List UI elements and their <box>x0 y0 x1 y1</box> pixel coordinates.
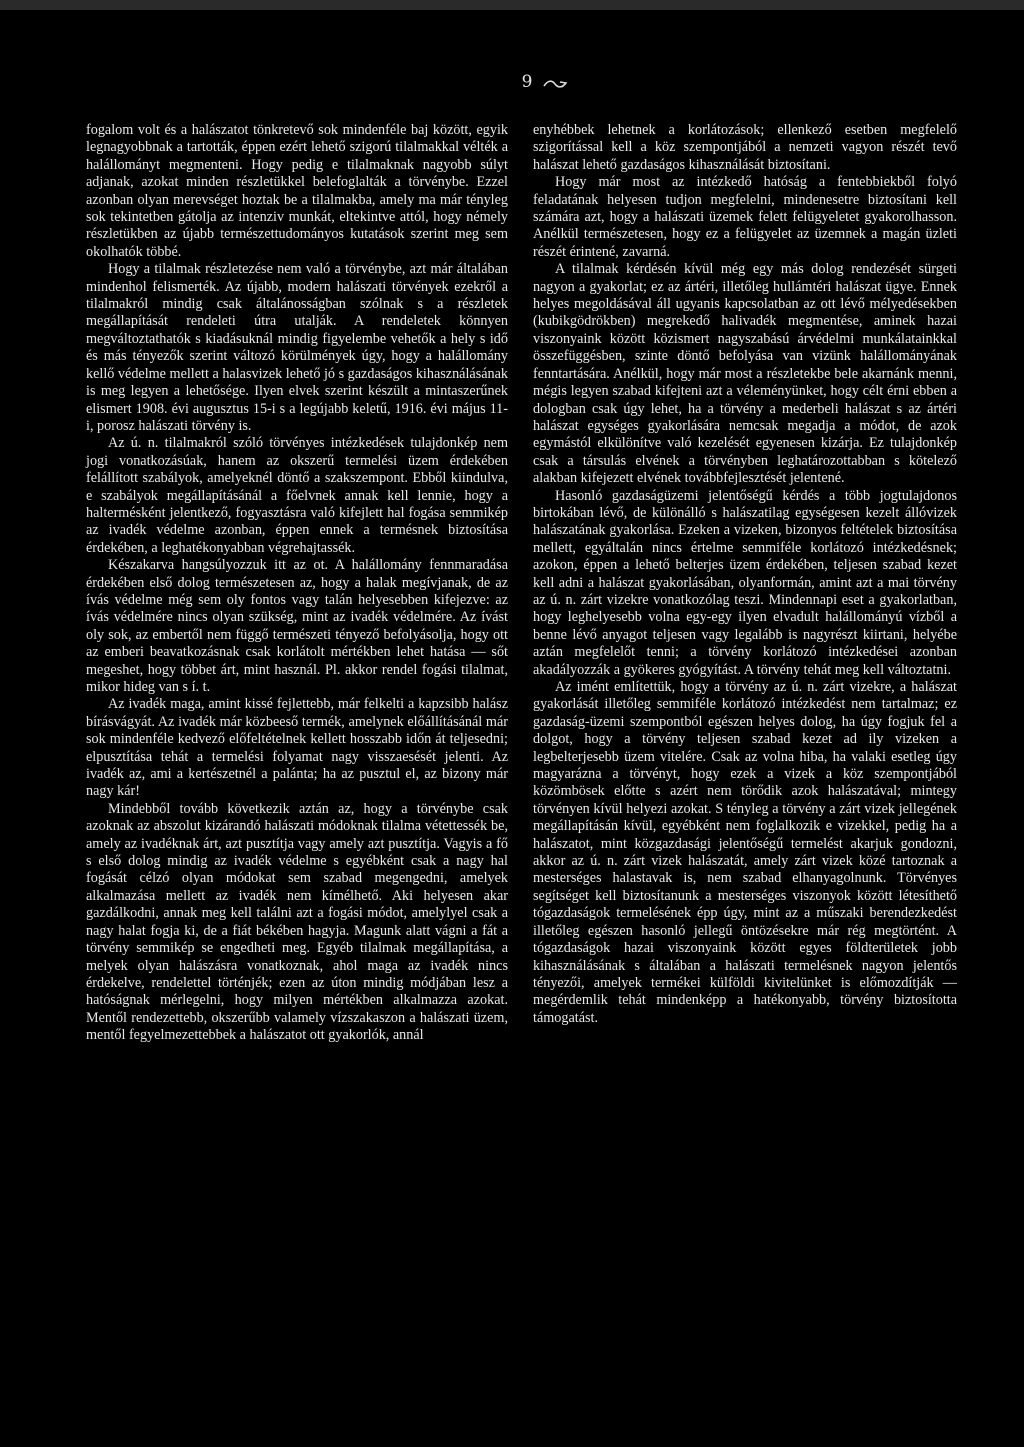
left-column <box>86 122 508 1045</box>
paragraph: Mindebből tovább következik aztán az, hogy a törvénybe csak azoknak az abszolut kizárandó halászati módoknak tilalma vétettessék be, amely az ivadéknak árt, azt pusztítja vagy amely azt pusztítja. Vagyis a fő s első dolog mindig az ivadék védelme s egyébként csak a nagy hal fogását célzó olyan módokat sem szabad megengedni, amelyek alkalmazása mellett az ivadék nem kímélhető. Aki helyesen akar gazdálkodni, annak meg kell találni azt a fogási módot, amelylyel csak a nagy halat fogja ki, de a fiát békében hagyja. Magunk alatt vágni a fát a törvény semmikép se engedheti meg. Egyéb tilalmak megállapítása, a melyek olyan halászásra vonatkoznak, ahol maga az ivadék nincs érdekelve, rendelettel történjék; ezen az úton mindig módjában lesz a hatóságnak mérlegelni, hogy milyen mértékben alkalmazza azokat. Mentől rendezettebb, okszerűbb valamely vízszakaszon a halászati üzem, mentől fegyelmezettebbek a halászatot ott gyakorlók, annál <box>86 800 508 1044</box>
paragraph: Hogy a tilalmak részletezése nem való a törvénybe, azt már általában mindenhol felismerték. Az újabb, modern halászati törvények ezekről a tilalmakról mindig csak általánosságban szólnak s a részletek megállapítását rendeleti útra utalják. A rendeletek könnyen megváltoztathatók s kiadásuknál mindig figyelembe vehetők a hely s idő és más tényezők szerint változó körülmények úgy, hogy a halállomány kellő védelme mellett a halasvizek lehető jó s gazdaságos kihasználásának is meg legyen a lehetősége. Ilyen elvek szerint készült a mintaszerűnek elismert 1908. évi augusztus 15-i s a legújabb keletű, 1916. évi május 11-i, porosz halászati törvény is. <box>86 261 508 434</box>
right-column <box>533 122 957 1027</box>
scan-edge <box>0 0 1024 10</box>
paragraph: Hasonló gazdaságüzemi jelentőségű kérdés a több jogtulajdonos birtokában lévő, de különálló s halászatilag egységesen kezelt állóvizek halászatának gyakorlása. Ezeken a vizeken, bizonyos feltételek biztosítása mellett, egyáltalán nincs értelme semmiféle korlátozó intézkedésnek; azokon, éppen a lehető belterjes üzem érdekében, teljesen szabad kezet kell adni a halászat gyakorlásában, olyanformán, amint azt a mai törvény az ú. n. zárt vizekre vonatkozólag teszi. Mindennapi eset a gyakorlatban, hogy leghelyesebb volna egy-egy ilyen elvadult halállományú vízből a benne lévő anyagot teljesen vagy legalább is nagyrészt kiirtani, helyébe aztán megfelelőt tenni; a törvény korlátozó intézkedései azonban akadályozzák a gyökeres gyógyítást. A törvény tehát meg kell változtatni. <box>533 487 957 678</box>
page-number: 9 <box>521 72 533 92</box>
paragraph: Hogy már most az intézkedő hatóság a fentebbiekből folyó feladatának helyesen tudjon megfelelni, mindenesetre biztosítani kell számára azt, hogy a halászati üzemek felett felügyeletet gyakorolhasson. Anélkül természetesen, hogy ez a felügyelet az üzemnek a magán üzleti részét érintené, zavarná. <box>533 174 957 260</box>
paragraph: Az ú. n. tilalmakról szóló törvényes intézkedések tulajdonkép nem jogi vonatkozásúak, hanem az okszerű termelési üzem érdekében felállított szabályok, amelyeknél döntő a szakszempont. Ebből kiindulva, e szabályok megállapításánál a főelvnek annak kell lennie, hogy a haltermésként jelentkező, fogyasztásra való kifejlett hal fogása semmikép az ivadék védelme azonban, éppen ennek a termésnek biztosítása érdekében, a leghatékonyabban végrehajtassék. <box>86 435 508 556</box>
page-header <box>0 72 1024 102</box>
paragraph: A tilalmak kérdésén kívül még egy más dolog rendezését sürgeti nagyon a gyakorlat; ez az ártéri, illetőleg hullámtéri halászat ügye. Ennek helyes megoldásával áll ugyanis kapcsolatban az ott lévő mélyedésekben (kubikgödrökben) megrekedő halivadék megmentése, aminek hazai viszonyaink között közismert nagyszabású árvédelmi munkálatainkkal összefüggésben, szinte döntő befolyása van vizünk halállományának fenntartására. Anélkül, hogy már most a részletekbe bele akarnánk menni, mégis legyen szabad kifejteni azt a véleményünket, hogy célt érni ebben a dologban csak úgy lehet, ha a törvény a mederbeli halászat s az ártéri halászat egységes gyakorlására nemcsak megadja a módot, de azok egymástól elkülönítve való kezelését egyenesen kizárja. Ez tulajdonkép csak a társulás elvének a törvényben leghatározottabban s kötelező alakban kifejezett elvének továbbfejlesztését jelentené. <box>533 261 957 487</box>
paragraph: Az ivadék maga, amint kissé fejlettebb, már felkelti a kapzsibb halász bírásvágyát. Az ivadék már közbeeső termék, amelynek előállításánál már sok mindenféle kedvező előfeltételnek kellett hosszabb időn át teljesedni; elpusztítása tehát a termelési folyamat nagy visszaesését jelenti. Az ivadék az, ami a kertészetnél a palánta; ha az pusztul el, az bizony már nagy kár! <box>86 696 508 800</box>
paragraph: enyhébbek lehetnek a korlátozások; ellenkező esetben megfelelő szigorítással kell a köz szempontjából a nemzeti vagyon részét tevő halászat lehető gazdaságos kihasználását biztosítani. <box>533 122 957 173</box>
hand-ornament-icon <box>542 76 568 90</box>
paragraph: Az imént említettük, hogy a törvény az ú. n. zárt vizekre, a halászat gyakorlását illetőleg semmiféle korlátozó intézkedést nem tartalmaz; ez gazdaság-üzemi szempontból egészen helyes dolog, ha úgy fogjuk fel a dolgot, hogy a törvény teljesen szabad kezet ad ily vizeken a legbelterjesebb üzem vitelére. Csak az volna hiba, ha valaki esetleg úgy magyarázna a törvényt, hogy ezek a vizek a köz szempontjából közömbösek előtte s azért nem törődik azok halászatával; mintegy törvényen kívül helyezi azokat. S tényleg a törvény a zárt vizek jellegének megállapításán kívül, egyébként nem foglalkozik e vizekkel, pedig ha a halászatot, mint közgazdasági jelentőségű termelést akarjuk gondozni, akkor az ú. n. zárt vizek halászatát, amely zárt vizek közé tartoznak a mesterséges halastavak is, nem szabad elhanyagolnunk. Törvényes segítséget kell biztosítanunk a mesterséges viszonyok között létesíthető tógazdaságok termelésének épp úgy, mint az a műszaki berendezkedést illetőleg egészen hasonló jellegű öntözésekre már rég megtörtént. A tógazdaságok hazai viszonyaink között egyes földterületek jobb kihasználásának s általában a halászati termelésnek nagyon jelentős tényezői, amelyek termékei külföldi kivitelünket is előmozdítják — megérdemlik tehát mindenképp a hatékonyabb, törvény biztosította támogatást. <box>533 679 957 1026</box>
paragraph: fogalom volt és a halászatot tönkretevő sok mindenféle baj között, egyik legnagyobbnak a tartották, éppen ezért lehető szigorú tilalmakkal vélték a halállományt megmenteni. Hogy pedig e tilalmaknak nagyobb súlyt adjanak, azokat minden részletükkel belefoglalták a törvénybe. Ezzel azonban olyan merevséget hoztak be a tilalmakba, amely ma már tényleg sok tekintetben gátolja az intenziv munkát, eltekintve attól, hogy némely részletükben az újabb természettudományos kutatások szerint meg sem okolhatók többé. <box>86 122 508 260</box>
paragraph: Készakarva hangsúlyozzuk itt az ot. A halállomány fennmaradása érdekében első dolog természetesen az, hogy a halak megívjanak, de az ívás védelme még sem oly fontos vagy talán helyesebben kifejezve: az ívás védelmére nincs olyan szükség, mint az ivadék védelmére. Az ívást oly sok, az embertől nem függő természeti tényező befolyásolja, hogy ott az emberi beavatkozásnak csak korlátolt mértékben lehet hatása — sőt megeshet, hogy többet árt, mint használ. Pl. akkor rendel fogási tilalmat, mikor hideg van s í. t. <box>86 557 508 695</box>
